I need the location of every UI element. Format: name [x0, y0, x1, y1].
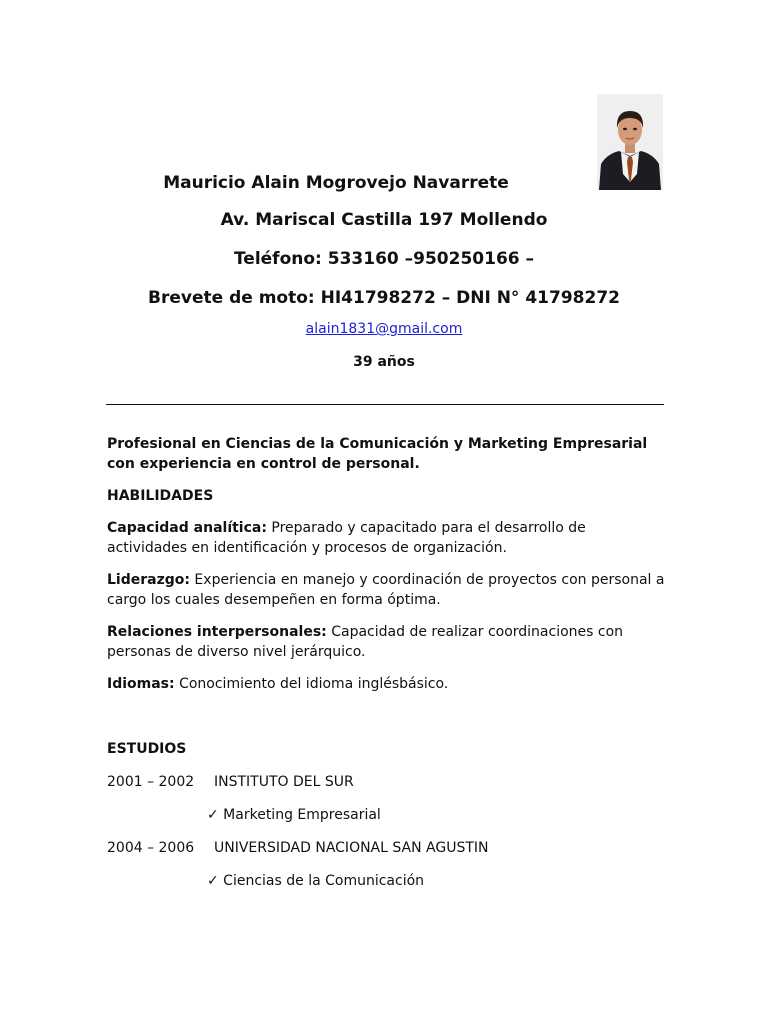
skill-text: Conocimiento del idioma inglésbásico.	[174, 676, 449, 692]
skill-title: Liderazgo:	[107, 572, 190, 588]
candidate-phone: Teléfono: 533160 –950250166 –	[233, 249, 535, 269]
skill-item	[107, 623, 667, 662]
study-detail: ✓ Marketing Empresarial	[207, 807, 381, 823]
header-divider	[106, 404, 664, 405]
candidate-age: 39 años	[353, 354, 415, 370]
study-years: 2004 – 2006	[107, 840, 195, 856]
studies-heading: ESTUDIOS	[107, 741, 187, 757]
skill-title: Relaciones interpersonales:	[107, 624, 327, 640]
skill-text: Experiencia en manejo y coordinación de proyectos con personal a cargo los cuales desempeñen en forma óptima.	[107, 572, 665, 608]
skill-item	[107, 519, 667, 558]
candidate-name: Mauricio Alain Mogrovejo Navarrete	[163, 173, 509, 193]
skills-heading: HABILIDADES	[107, 488, 214, 504]
skill-title: Capacidad analítica:	[107, 520, 267, 536]
skill-item	[107, 571, 667, 610]
skill-title: Idiomas:	[107, 676, 175, 692]
candidate-address: Av. Mariscal Castilla 197 Mollendo	[220, 210, 548, 230]
skill-text: Preparado y capacitado para el desarrollo de actividades en identificación y procesos de organización.	[107, 520, 586, 556]
study-institution: UNIVERSIDAD NACIONAL SAN AGUSTIN	[214, 840, 489, 856]
profile-summary: Profesional en Ciencias de la Comunicación y Marketing Empresarial con experiencia en control de personal.	[107, 436, 648, 472]
skill-text: Capacidad de realizar coordinaciones con personas de diverso nivel jerárquico.	[107, 624, 624, 660]
candidate-license-dni: Brevete de moto: HI41798272 – DNI N° 41798272	[148, 288, 620, 308]
email-link[interactable]: alain1831@gmail.com	[305, 321, 463, 337]
skill-item	[107, 675, 667, 695]
study-detail: ✓ Ciencias de la Comunicación	[207, 873, 425, 889]
email-line	[0, 320, 768, 338]
study-institution: INSTITUTO DEL SUR	[214, 774, 354, 790]
study-years: 2001 – 2002	[107, 774, 195, 790]
